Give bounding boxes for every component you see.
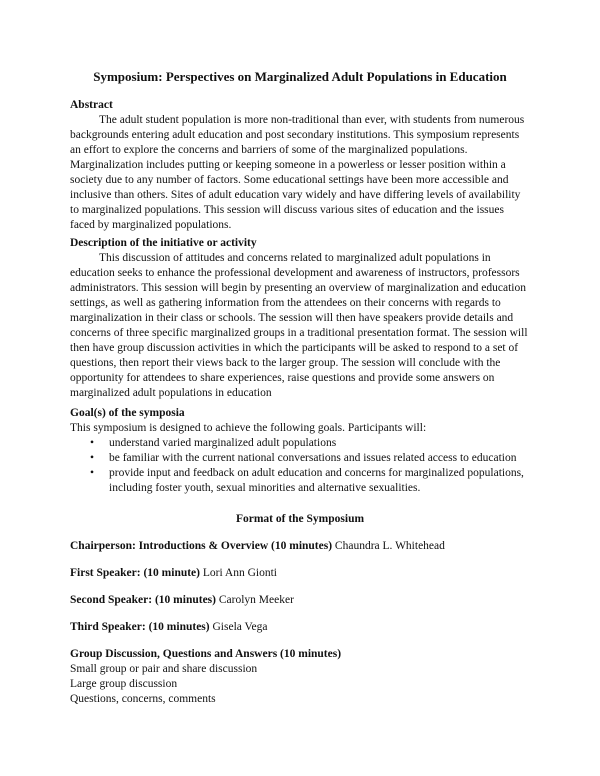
- goals-list: [70, 436, 530, 496]
- goals-heading: Goal(s) of the symposia: [70, 407, 185, 419]
- goal-text: understand varied marginalized adult populations: [109, 437, 337, 449]
- format-row-person: Gisela Vega: [209, 621, 268, 633]
- goals-section: [70, 406, 530, 496]
- format-row-person: Chaundra L. Whitehead: [332, 540, 445, 552]
- goal-item: [70, 466, 530, 496]
- format-row-first-speaker: [70, 566, 530, 581]
- description-section: [70, 236, 530, 401]
- goal-text: provide input and feedback on adult education and concerns for marginalized populations, including foster youth, sexual minorities and alternative sexualities.: [109, 467, 524, 494]
- description-heading: Description of the initiative or activity: [70, 237, 257, 249]
- abstract-heading: Abstract: [70, 99, 113, 111]
- format-row-person: Lori Ann Gionti: [200, 567, 277, 579]
- group-discussion-line: Questions, concerns, comments: [70, 693, 216, 705]
- description-text: This discussion of attitudes and concerns related to marginalized adult populations in education seeks to enhance the professional development and awareness of instructors, professors administrators. This session will begin by presenting an overview of marginalization and education settings, as well as gathering information from the attendees on their concerns with regards to marginalization in their class or schools. The session will then have speakers provide details and concerns of three specific marginalized groups in a traditional presentation format. The session will then have group discussion activities in which the participants will be asked to respond to a set of questions, then report their views back to the larger group. The session will conclude with the opportunity for attendees to share experiences, raise questions and provide some answers on marginalized adult populations in education: [70, 252, 528, 399]
- group-discussion-heading: Group Discussion, Questions and Answers (10 minutes): [70, 648, 342, 660]
- group-discussion-line: Large group discussion: [70, 678, 178, 690]
- abstract-text: The adult student population is more non-traditional than ever, with students from numerous backgrounds entering adult education and post secondary institutions. This symposium represents an effort to explore the concerns and barriers of some of the marginalized populations. Marginalization includes putting or keeping someone in a powerless or lesser position within a society due to any number of factors. Some educational settings have been more accessible and inclusive than others. Sites of adult education vary widely and have differing levels of availability to marginalized populations. This session will discuss various sites of education and the issues faced by marginalized populations.: [70, 114, 525, 231]
- goal-text: be familiar with the current national conversations and issues related access to education: [109, 452, 517, 464]
- format-row-person: Carolyn Meeker: [216, 594, 294, 606]
- goals-intro: This symposium is designed to achieve the following goals. Participants will:: [70, 422, 427, 434]
- abstract-section: [70, 98, 530, 233]
- group-discussion-section: [70, 647, 530, 707]
- bullet-icon: •: [90, 437, 95, 449]
- goal-item: [70, 436, 530, 451]
- format-row-label: First Speaker: (10 minute): [70, 567, 200, 579]
- bullet-icon: •: [90, 452, 95, 464]
- format-heading: Format of the Symposium: [235, 513, 365, 525]
- format-row-chairperson: [70, 539, 530, 554]
- format-row-label: Chairperson: Introductions & Overview (10 minutes): [70, 540, 333, 552]
- format-row-second-speaker: [70, 593, 530, 608]
- format-row-third-speaker: [70, 620, 530, 635]
- format-row-label: Third Speaker: (10 minutes): [70, 621, 210, 633]
- group-discussion-line: Small group or pair and share discussion: [70, 663, 258, 675]
- format-row-label: Second Speaker: (10 minutes): [70, 594, 216, 606]
- document-title: Symposium: Perspectives on Marginalized Adult Populations in Education: [93, 69, 507, 84]
- bullet-icon: •: [90, 467, 95, 479]
- goal-item: [70, 451, 530, 466]
